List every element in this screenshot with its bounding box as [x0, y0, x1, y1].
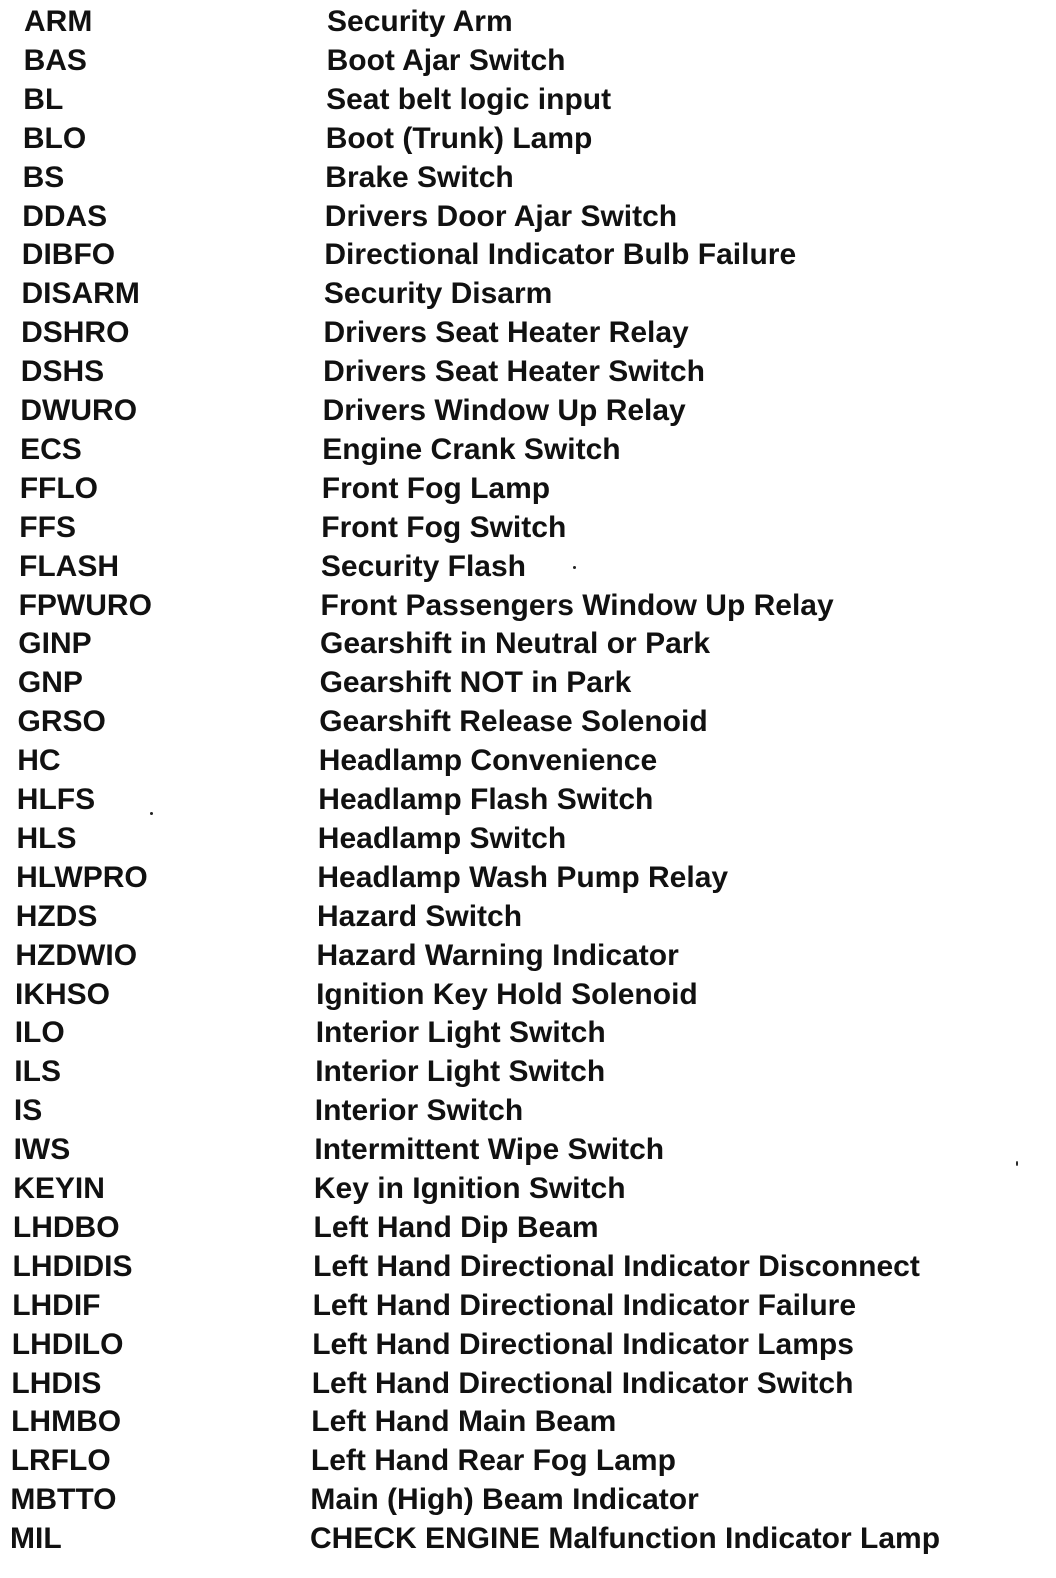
- abbreviation-row: [0, 1091, 1056, 1130]
- scan-speck: [573, 566, 576, 569]
- abbreviation-description: Front Fog Switch: [321, 510, 567, 544]
- abbreviation-code: LHDILO: [11, 1327, 124, 1361]
- abbreviation-description: Boot (Trunk) Lamp: [325, 121, 593, 155]
- abbreviation-description: Security Disarm: [323, 277, 553, 311]
- abbreviation-code: LHDIF: [12, 1288, 101, 1322]
- abbreviation-row: [0, 1364, 1056, 1403]
- abbreviation-description: Headlamp Flash Switch: [318, 783, 654, 816]
- abbreviation-code: LHDIS: [11, 1366, 102, 1400]
- abbreviation-row: [0, 1402, 1056, 1441]
- abbreviation-code: DSHS: [20, 355, 105, 389]
- abbreviation-row: [0, 547, 1056, 586]
- abbreviation-code: MIL: [10, 1522, 62, 1556]
- abbreviation-row: [0, 1480, 1056, 1519]
- abbreviation-row: [0, 158, 1056, 197]
- abbreviation-row: [0, 352, 1056, 391]
- abbreviation-code: IWS: [13, 1133, 71, 1167]
- abbreviation-code: IKHSO: [15, 977, 111, 1011]
- abbreviation-row: [0, 197, 1056, 236]
- abbreviation-description: Front Passengers Window Up Relay: [320, 588, 834, 622]
- abbreviation-code: FPWURO: [18, 588, 152, 622]
- abbreviation-code: BLO: [22, 121, 87, 155]
- abbreviation-code: FFLO: [19, 471, 98, 505]
- abbreviation-code: ILS: [14, 1055, 61, 1089]
- abbreviation-row: [0, 663, 1056, 702]
- abbreviation-description: Main (High) Beam Indicator: [310, 1483, 699, 1517]
- abbreviation-row: [0, 897, 1056, 936]
- abbreviation-description: Interior Light Switch: [315, 1055, 606, 1089]
- abbreviation-code: GINP: [18, 627, 92, 661]
- abbreviation-row: [0, 313, 1056, 352]
- abbreviation-code: BS: [22, 160, 65, 194]
- abbreviation-code: HC: [17, 744, 61, 778]
- abbreviation-description: Drivers Seat Heater Relay: [323, 316, 689, 350]
- abbreviation-row: [0, 1169, 1056, 1208]
- abbreviation-description: Intermittent Wipe Switch: [314, 1133, 665, 1167]
- abbreviation-code: DSHRO: [21, 316, 130, 350]
- abbreviation-code: BL: [23, 82, 64, 116]
- abbreviation-description: Key in Ignition Switch: [313, 1172, 626, 1205]
- abbreviation-description: Headlamp Switch: [317, 821, 567, 855]
- scan-speck: [150, 812, 153, 815]
- abbreviation-description: Gearshift Release Solenoid: [319, 705, 708, 739]
- abbreviation-description: Security Flash: [320, 549, 526, 583]
- scan-speck: [1016, 1161, 1018, 1166]
- abbreviation-row: [0, 1130, 1056, 1169]
- abbreviation-code: KEYIN: [13, 1172, 105, 1205]
- abbreviation-code: MBTTO: [10, 1483, 117, 1517]
- abbreviation-description: Headlamp Convenience: [318, 744, 658, 778]
- abbreviation-description: Left Hand Directional Indicator Switch: [311, 1366, 854, 1400]
- abbreviation-description: Interior Switch: [314, 1094, 524, 1128]
- abbreviation-description: Seat belt logic input: [326, 82, 612, 116]
- abbreviation-description: Left Hand Main Beam: [311, 1405, 617, 1439]
- abbreviation-row: [0, 819, 1056, 858]
- abbreviation-row: [0, 2, 1056, 41]
- abbreviation-description: Left Hand Dip Beam: [313, 1210, 599, 1244]
- abbreviation-row: [0, 1013, 1056, 1052]
- abbreviation-code: ARM: [24, 5, 93, 38]
- abbreviation-description: Ignition Key Hold Solenoid: [316, 977, 698, 1011]
- abbreviation-row: [0, 41, 1056, 80]
- abbreviation-description: Gearshift NOT in Park: [319, 666, 632, 700]
- abbreviation-row: [0, 1325, 1056, 1364]
- abbreviation-description: Left Hand Directional Indicator Disconnect: [313, 1249, 920, 1283]
- abbreviation-code: HLFS: [16, 783, 96, 816]
- abbreviation-row: [0, 586, 1056, 625]
- abbreviation-code: HLWPRO: [16, 860, 148, 894]
- abbreviation-code: ECS: [20, 432, 82, 466]
- abbreviation-description: Directional Indicator Bulb Failure: [324, 238, 797, 272]
- abbreviation-code: DIBFO: [21, 238, 116, 272]
- abbreviation-row: [0, 80, 1056, 119]
- abbreviation-row: [0, 119, 1056, 158]
- abbreviation-row: [0, 858, 1056, 897]
- abbreviation-description: Interior Light Switch: [315, 1016, 606, 1050]
- abbreviation-code: LHDBO: [12, 1210, 120, 1244]
- abbreviation-description: Gearshift in Neutral or Park: [320, 627, 711, 661]
- abbreviation-row: [0, 936, 1056, 975]
- abbreviation-description: Drivers Seat Heater Switch: [323, 355, 705, 389]
- abbreviation-row: [0, 1247, 1056, 1286]
- abbreviation-row: [0, 1286, 1056, 1325]
- abbreviation-row: [0, 741, 1056, 780]
- abbreviation-code: IS: [13, 1094, 43, 1128]
- abbreviation-code: FLASH: [19, 549, 119, 583]
- abbreviation-code: LRFLO: [10, 1444, 111, 1478]
- abbreviation-code: DISARM: [21, 277, 140, 311]
- abbreviation-description: Left Hand Rear Fog Lamp: [310, 1444, 676, 1478]
- abbreviation-description: CHECK ENGINE Malfunction Indicator Lamp: [310, 1522, 941, 1556]
- abbreviation-row: [0, 508, 1056, 547]
- abbreviation-description: Left Hand Directional Indicator Failure: [312, 1288, 857, 1322]
- abbreviation-code: FFS: [19, 510, 76, 544]
- abbreviation-code: ILO: [14, 1016, 65, 1050]
- abbreviation-description: Drivers Window Up Relay: [322, 394, 686, 427]
- abbreviation-row: [0, 1052, 1056, 1091]
- abbreviation-code: LHDIDIS: [12, 1249, 133, 1283]
- abbreviation-code: HZDS: [15, 899, 98, 933]
- abbreviation-description: Boot Ajar Switch: [326, 43, 566, 77]
- abbreviation-description: Left Hand Directional Indicator Lamps: [312, 1327, 854, 1361]
- abbreviation-description: Headlamp Wash Pump Relay: [317, 860, 729, 894]
- abbreviation-code: LHMBO: [11, 1405, 122, 1439]
- abbreviation-row: [0, 430, 1056, 469]
- abbreviation-row: [0, 469, 1056, 508]
- abbreviation-row: [0, 1441, 1056, 1480]
- abbreviation-code: DWURO: [20, 394, 138, 427]
- abbreviation-row: [0, 780, 1056, 819]
- abbreviation-row: [0, 1208, 1056, 1247]
- abbreviation-description: Engine Crank Switch: [322, 432, 621, 466]
- abbreviation-row: [0, 274, 1056, 313]
- abbreviation-row: [0, 391, 1056, 430]
- abbreviation-description: Drivers Door Ajar Switch: [324, 199, 678, 233]
- abbreviation-description: Hazard Warning Indicator: [316, 938, 679, 972]
- abbreviation-row: [0, 975, 1056, 1014]
- abbreviation-code: BAS: [23, 43, 87, 77]
- abbreviation-row: [0, 702, 1056, 741]
- abbreviation-code: GRSO: [17, 705, 106, 739]
- abbreviation-description: Security Arm: [327, 5, 513, 38]
- abbreviation-code: HZDWIO: [15, 938, 138, 972]
- abbreviation-code: DDAS: [22, 199, 108, 233]
- abbreviation-description: Front Fog Lamp: [321, 471, 551, 505]
- abbreviation-code: GNP: [17, 666, 83, 700]
- abbreviation-row: [0, 624, 1056, 663]
- abbreviation-row: [0, 235, 1056, 274]
- abbreviation-row: [0, 1519, 1056, 1558]
- abbreviation-code: HLS: [16, 821, 77, 855]
- abbreviation-description: Brake Switch: [325, 160, 514, 194]
- abbreviation-description: Hazard Switch: [317, 899, 523, 933]
